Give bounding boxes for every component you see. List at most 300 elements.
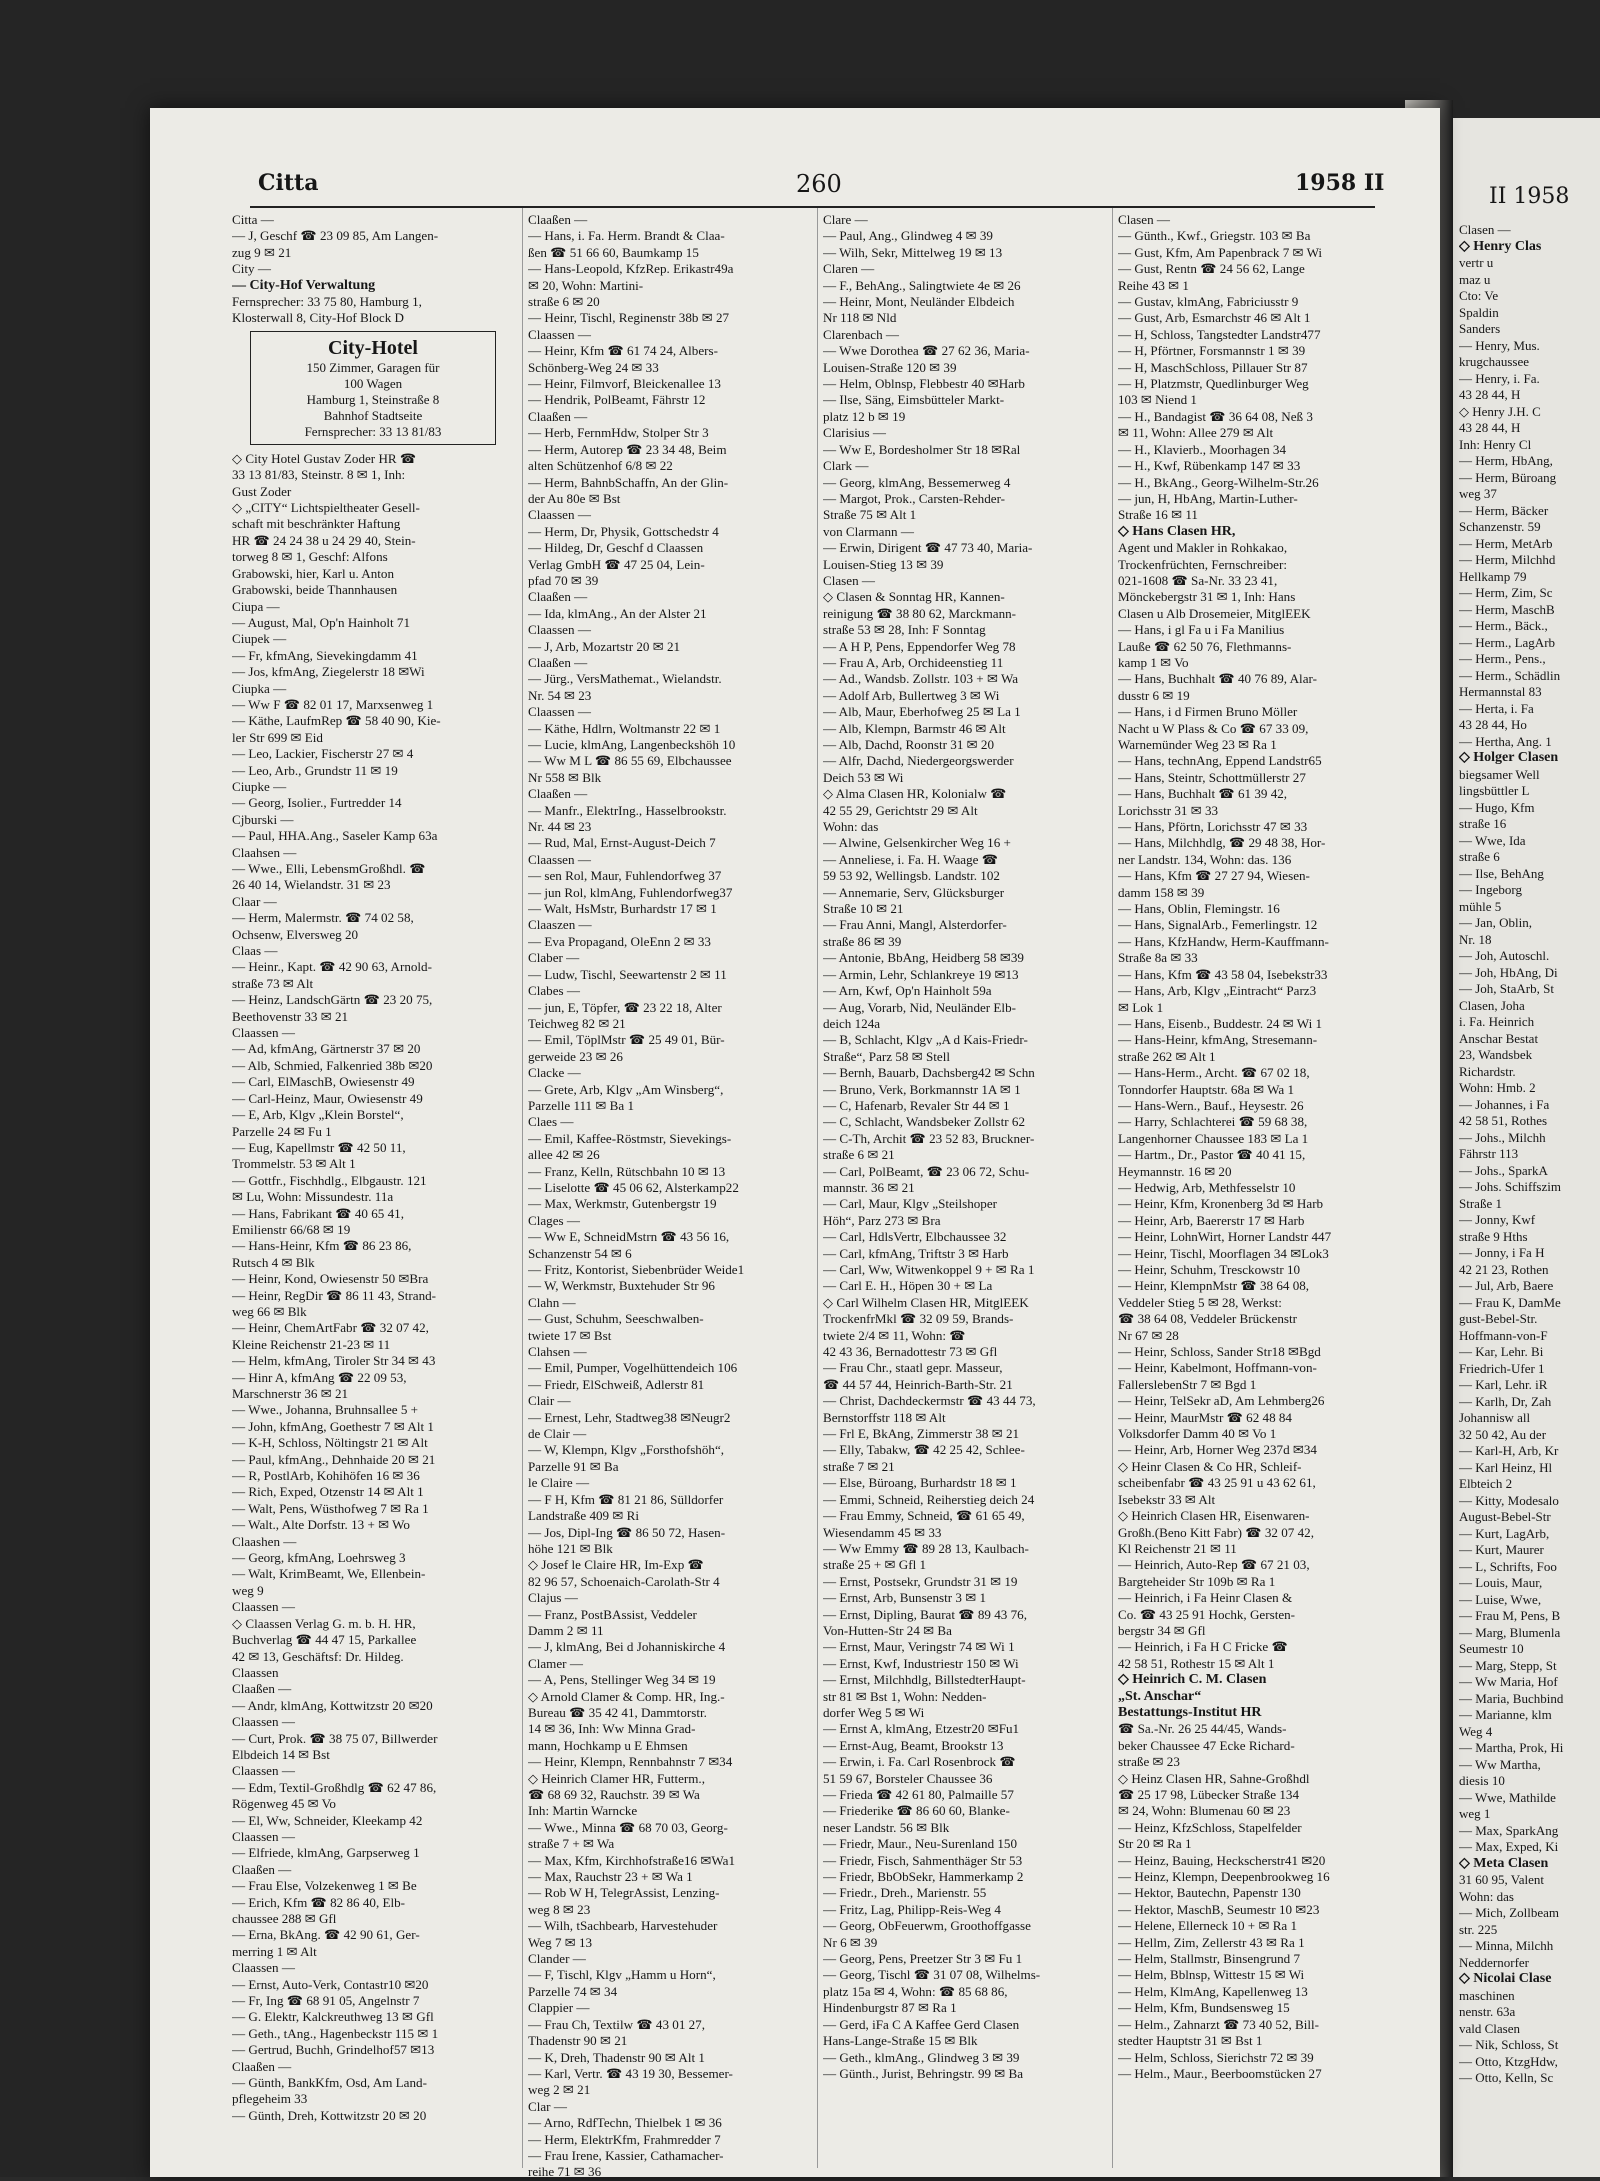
directory-entry-line: — jun, E, Töpfer, ☎ 23 22 18, Alter [528,999,722,1015]
directory-entry-line: — Hans, i. Fa. Herm. Brandt & Claa- [528,228,725,244]
directory-entry-line: ✉ Lu, Wohn: Missundestr. 11a [232,1189,394,1205]
directory-entry-line: — Georg, kfmAng, Loehrsweg 3 [232,1550,406,1566]
directory-entry-line: — John, kfmAng, Goethestr 7 ✉ Alt 1 [232,1418,434,1434]
directory-entry-line: — Jos, Dipl-Ing ☎ 86 50 72, Hasen- [528,1524,726,1540]
facing-page-line: Hermannstal 83 [1459,684,1542,699]
directory-entry-line: weg 66 ✉ Blk [232,1303,307,1319]
directory-entry-line: Bureau ☎ 35 42 41, Dammtorstr. [528,1704,707,1720]
facing-page-line: — Max, Exped, Ki [1459,1839,1559,1854]
directory-entry-line: ✉ 11, Wohn: Allee 279 ✉ Alt [1118,425,1274,441]
directory-entry-line: Nr 67 ✉ 28 [1118,1327,1179,1343]
directory-entry-line: — Hans, Arb, Klgv „Eintracht“ Parz3 [1118,983,1317,999]
directory-entry-line: merring 1 ✉ Alt [232,1943,317,1959]
directory-entry-line: — Hellm, Zim, Zellerstr 43 ✉ Ra 1 [1118,1934,1305,1950]
directory-entry-line: — jun, H, HbAng, Martin-Luther- [1118,490,1298,506]
facing-page-line: August-Bebel-Str [1459,1509,1551,1524]
directory-entry-line: — Friedr, ElSchweiß, Adlerstr 81 [528,1376,705,1392]
facing-page-line: — Jul, Arb, Baere [1459,1278,1554,1293]
directory-entry-line: — Georg, klmAng, Bessemerweg 4 [823,474,1011,490]
directory-entry-line: — Andr, klmAng, Kottwitzstr 20 ✉20 [232,1697,433,1713]
directory-entry-line: — Helm, Kfm, Bundsensweg 15 [1118,2000,1290,2016]
facing-page-line: gust-Bebel-Str. [1459,1311,1538,1326]
directory-entry-line: — Heinrich, i Fa Heinr Clasen & [1118,1590,1293,1606]
directory-entry-line: Clappier — [528,2000,590,2016]
directory-entry-line: Claaßen — [528,408,588,424]
directory-entry-line: — Gerd, iFa C A Kaffee Gerd Clasen [823,2016,1020,2032]
directory-entry-line: — Frau Anni, Mangl, Alsterdorfer- [823,917,1007,933]
directory-entry-line: — Hans-Heinr, kfmAng, Stresemann- [1118,1032,1318,1048]
facing-page-line: Wohn: Hmb. 2 [1459,1080,1536,1095]
directory-entry-line: — Friedr., Dreh., Marienstr. 55 [823,1885,987,1901]
directory-entry-line: Elbdeich 14 ✉ Bst [232,1746,330,1762]
directory-entry-line: — Hans, i d Firmen Bruno Möller [1118,704,1298,720]
facing-page-line: — Ilse, BehAng [1459,865,1544,881]
facing-page-line: Elbteich 2 [1459,1476,1513,1491]
directory-entry-line: — Ernst, Postsekr, Grundstr 31 ✉ 19 [823,1573,1018,1589]
directory-entry-line: HR ☎ 24 24 38 u 24 29 40, Stein- [232,532,416,548]
directory-entry-line: — Heinr, Kfm ☎ 61 74 24, Albers- [528,343,718,359]
directory-entry-line: — Herb, FernmHdw, Stolper Str 3 [528,425,709,441]
facing-page-line: — Herm., Pens., [1459,651,1546,666]
directory-entry-line: Claas — [232,943,278,959]
directory-entry-line: — Geth., tAng., Hagenbeckstr 115 ✉ 1 [232,2025,439,2041]
directory-entry-line: Straße 75 ✉ Alt 1 [823,507,917,523]
directory-entry-line: 26 40 14, Wielandstr. 31 ✉ 23 [232,877,391,893]
directory-column-2 [528,212,816,2181]
directory-entry-line: Ciupka — [232,680,287,696]
directory-entry-line: — Emil, TöplMstr ☎ 25 49 01, Bür- [528,1032,725,1048]
directory-entry-line: — Adolf Arb, Bullertweg 3 ✉ Wi [823,687,1000,703]
directory-entry-line: Ciupke — [232,778,287,794]
directory-entry-line: Co. ☎ 43 25 91 Hochk, Gersten- [1118,1606,1296,1622]
directory-entry-line: — Alfr, Dachd, Niedergeorgswerder [823,753,1014,769]
directory-entry-line: — Hans, Steintr, Schottmüllerstr 27 [1118,769,1306,785]
directory-entry-line: — Helm, Stallmstr, Binsengrund 7 [1118,1951,1301,1967]
directory-entry-line: — B, Schlacht, Klgv „A d Kais-Friedr- [823,1032,1028,1048]
directory-entry-line: Reihe 43 ✉ 1 [1118,277,1189,293]
facing-page-line: — Jonny, Kwf [1459,1212,1536,1227]
directory-entry-line: — August, Mal, Op'n Hainholt 71 [232,614,411,630]
directory-entry-line: dorfer Weg 5 ✉ Wi [823,1704,925,1720]
facing-page-line: — Johs., Milchh [1459,1129,1546,1145]
facing-page-line: — Martha, Prok, Hi [1459,1740,1564,1755]
header-rule [250,206,1375,208]
directory-entry-line: Straße 10 ✉ 21 [823,901,904,917]
facing-page-line: — Henry, Mus. [1459,337,1540,353]
facing-page-line: Inh: Henry Cl [1459,436,1532,452]
directory-entry-line: — Heinr, KlempnMstr ☎ 38 64 08, [1118,1278,1310,1294]
directory-entry-line: ner Landstr. 134, Wohn: das. 136 [1118,851,1292,867]
directory-entry-line: — Paul, kfmAng., Dehnhaide 20 ✉ 21 [232,1451,436,1467]
directory-entry-line: — Ida, klmAng., An der Alster 21 [528,605,707,621]
directory-entry-line: Weg 7 ✉ 13 [528,1934,593,1950]
directory-entry-line: der Au 80e ✉ Bst [528,490,621,506]
directory-entry-line: — Heinr, Tischl, Reginenstr 38b ✉ 27 [528,310,730,326]
directory-entry-line: — Heinr, Kabelmont, Hoffmann-von- [1118,1360,1317,1376]
directory-entry-line: Schönberg-Weg 24 ✉ 33 [528,359,659,375]
directory-entry-line: ◇ Carl Wilhelm Clasen HR, MitglEEK [823,1294,1029,1310]
facing-page-line: 43 28 44, Ho [1459,717,1527,732]
directory-entry-line: — Hektor, MaschB, Seumestr 10 ✉23 [1118,1901,1320,1917]
directory-entry-line: — Rob W H, TelegrAssist, Lenzing- [528,1885,720,1901]
directory-entry-line: deich 124a [823,1015,881,1031]
directory-entry-line: — Emil, Kaffee-Röstmstr, Sievekings- [528,1130,732,1146]
directory-entry-line: — Georg, ObFeuerwm, Groothoffgasse [823,1918,1031,1934]
directory-entry-line: — Leo, Arb., Grundstr 11 ✉ 19 [232,762,398,778]
directory-entry-line: — R, PostlArb, Kohihöfen 16 ✉ 36 [232,1468,420,1484]
directory-entry-line: Claaßen — [528,212,588,227]
directory-entry-line: — A H P, Pens, Eppendorfer Weg 78 [823,638,1016,654]
directory-entry-line: weg 8 ✉ 23 [528,1901,591,1917]
directory-entry-line: 021-1608 ☎ Sa-Nr. 33 23 41, [1118,572,1278,588]
directory-entry-line: Kleine Reichenstr 21-23 ✉ 11 [232,1336,391,1352]
directory-entry-line: Parzelle 111 ✉ Ba 1 [528,1097,634,1113]
facing-page-line: — Johs., SparkA [1459,1162,1548,1178]
directory-entry-line: höhe 121 ✉ Blk [528,1540,613,1556]
directory-entry-line: — Helm, KlmAng, Kapellenweg 13 [1118,1983,1308,1999]
directory-entry-line: Claber — [528,950,580,966]
directory-entry-line: — Alb, Schmied, Falkenried 38b ✉20 [232,1057,433,1073]
facing-page-line: — Frau K, DamMe [1459,1294,1561,1310]
directory-entry-line: Claassen — [528,622,591,638]
directory-entry-line: Claassen — [232,1828,295,1844]
directory-entry-line: Claassen [232,1664,279,1680]
facing-page-line: — Ww Martha, [1459,1756,1541,1772]
directory-entry-line: — C-Th, Archit ☎ 23 52 83, Bruckner- [823,1130,1035,1146]
directory-entry-line: — Gust, Kfm, Am Papenbrack 7 ✉ Wi [1118,244,1323,260]
directory-entry-line: 42 43 36, Bernadottestr 73 ✉ Gfl [823,1344,998,1360]
facing-page-line: — Marg, Blumenla [1459,1624,1561,1640]
facing-page-line: str. 225 [1459,1921,1498,1937]
directory-entry-line: ✉ Lok 1 [1118,999,1164,1015]
directory-entry-line: ◇ Heinrich C. M. Clasen [1118,1672,1267,1688]
directory-entry-line: — Max, Kfm, Kirchhofstraße16 ✉Wa1 [528,1852,735,1868]
directory-entry-line: weg 9 [232,1582,264,1598]
directory-entry-line: 42 ✉ 13, Geschäftsf: Dr. Hildeg. [232,1648,404,1664]
directory-entry-line: damm 158 ✉ 39 [1118,884,1205,900]
directory-entry-line: — Erwin, i. Fa. Carl Rosenbrock ☎ [823,1754,1016,1770]
directory-entry-line: ☎ 38 64 08, Veddeler Brückenstr [1118,1311,1297,1327]
facing-page-line: — Herm, HbAng, [1459,453,1553,468]
directory-entry-line: — Eva Propagand, OleEnn 2 ✉ 33 [528,933,711,949]
facing-page-line: — Marianne, klm [1459,1707,1552,1722]
column-divider [522,208,523,2168]
directory-entry-line: — H, Platzmstr, Quedlinburger Weg [1118,376,1309,392]
directory-entry-line: Bestattungs-Institut HR [1118,1704,1262,1720]
directory-entry-line: — Anneliese, i. Fa. H. Waage ☎ [823,851,999,867]
directory-entry-line: — Hans, technAng, Eppend Landstr65 [1118,753,1322,769]
directory-entry-line: ✉ 24, Wohn: Blumenau 60 ✉ 23 [1118,1803,1291,1819]
facing-page-line: — Jonny, i Fa H [1459,1245,1545,1260]
directory-entry-line: — Fr, Ing ☎ 68 91 05, Angelnstr 7 [232,1993,420,2009]
directory-entry-line: Emilienstr 66/68 ✉ 19 [232,1221,351,1237]
directory-entry-line: Lorichsstr 31 ✉ 33 [1118,802,1219,818]
facing-page-line: Cto: Ve [1459,288,1499,303]
directory-entry-line: Damm 2 ✉ 11 [528,1622,604,1638]
directory-entry-line: — Hedwig, Arb, Methfesselstr 10 [1118,1179,1296,1195]
directory-entry-line: — Friedr, Fisch, Sahmenthäger Str 53 [823,1852,1023,1868]
directory-entry-line: — Helm, Schloss, Sierichstr 72 ✉ 39 [1118,2049,1314,2065]
directory-entry-line: — Heinr, Arb, Baererstr 17 ✉ Harb [1118,1212,1305,1228]
directory-entry-line: Nr. 44 ✉ 23 [528,819,592,835]
facing-page-line: — Kurt, LagArb, [1459,1525,1550,1541]
directory-entry-line: Rögenweg 45 ✉ Vo [232,1796,336,1812]
directory-entry-line: — Max, Rauchstr 23 + ✉ Wa 1 [528,1869,693,1885]
facing-page-line: — Karl, Lehr. iR [1459,1377,1548,1392]
directory-entry-line: Claahsen — [232,844,297,860]
facing-page-line: — Henry, i. Fa. [1459,370,1540,386]
facing-page-line: Sanders [1459,321,1501,336]
directory-entry-line: Straße 8a ✉ 33 [1118,950,1198,966]
directory-entry-line: — Frieda ☎ 42 61 80, Palmaille 57 [823,1787,1014,1802]
facing-page-line: Weg 4 [1459,1723,1493,1739]
directory-entry-line: zug 9 ✉ 21 [232,244,292,260]
directory-entry-line: — Helene, Ellerneck 10 + ✉ Ra 1 [1118,1918,1298,1934]
directory-entry-line: — Christ, Dachdeckermstr ☎ 43 44 73, [823,1393,1036,1409]
directory-entry-line: Ciupek — [232,631,287,647]
directory-entry-line: — J, Geschf ☎ 23 09 85, Am Langen- [232,228,439,244]
directory-entry-line: — Margot, Prok., Carsten-Rehder- [823,490,1006,506]
directory-entry-line: Cjburski — [232,811,294,827]
directory-entry-line: Grabowski, hier, Karl u. Anton [232,565,395,581]
directory-entry-line: — Hans, Milchhdlg, ☎ 29 48 38, Hor- [1118,835,1326,851]
facing-page-line: krugchaussee [1459,354,1530,369]
directory-entry-line: — Carl, PolBeamt, ☎ 23 06 72, Schu- [823,1163,1030,1179]
directory-entry-line: — Lucie, klmAng, Langenbeckshöh 10 [528,737,736,752]
directory-entry-line: — Käthe, Hdlrn, Woltmanstr 22 ✉ 1 [528,720,721,736]
directory-entry-line: schaft mit beschränkter Haftung [232,516,401,532]
directory-entry-line: Parzelle 74 ✉ 34 [528,1983,618,1999]
directory-entry-line: — Georg, Tischl ☎ 31 07 08, Wilhelms- [823,1967,1041,1983]
facing-page-line: — Mich, Zollbeam [1459,1905,1560,1920]
directory-entry-line: — Wwe Dorothea ☎ 27 62 36, Maria- [823,343,1030,359]
facing-page-line: straße 16 [1459,816,1507,831]
facing-page-line: Wohn: das [1459,1888,1514,1904]
directory-entry-line: Clair — [528,1393,571,1409]
facing-page-line: — Otto, KtzgHdw, [1459,2053,1558,2069]
ad-line: 100 Wagen [343,375,403,391]
directory-entry-line: alten Schützenhof 6/8 ✉ 22 [528,458,673,474]
facing-page-line: ◇ Henry J.H. C [1459,403,1541,419]
facing-page-column [1459,222,1600,2087]
directory-entry-line: ☎ 68 69 32, Rauchstr. 39 ✉ Wa [528,1787,700,1802]
directory-entry-line: — Heinrich, Auto-Rep ☎ 67 21 03, [1118,1557,1310,1573]
directory-entry-line: — Heinr, Schloss, Sander Str18 ✉Bgd [1118,1344,1321,1360]
directory-entry-line: ◇ Heinr Clasen & Co HR, Schleif- [1118,1458,1302,1474]
directory-entry-line: — Herm, Dr, Physik, Gottschedstr 4 [528,523,719,539]
directory-entry-line: — Frl E, BkAng, Zimmerstr 38 ✉ 21 [823,1426,1020,1442]
directory-entry-line: Wohn: das [823,819,879,835]
running-head-right: 1958 II [1295,170,1385,196]
facing-page-line: — Herm., Bäck., [1459,618,1548,633]
directory-entry-line: Str 20 ✉ Ra 1 [1118,1836,1192,1852]
directory-entry-line: — Helm., Zahnarzt ☎ 73 40 52, Bill- [1118,2016,1320,2032]
directory-entry-line: 103 ✉ Niend 1 [1118,392,1197,408]
directory-entry-line: — Ernst-Aug, Beamt, Brookstr 13 [823,1737,1004,1753]
directory-entry-line: ◇ Clasen & Sonntag HR, Kannen- [823,589,1005,605]
directory-entry-line: Nr 118 ✉ Nld [823,310,897,326]
directory-entry-line: — Ww Emmy ☎ 89 28 13, Kaulbach- [823,1540,1029,1556]
directory-entry-line: str 81 ✉ Bst 1, Wohn: Nedden- [823,1688,987,1704]
directory-entry-line: Straße 16 ✉ 11 [1118,507,1198,523]
directory-entry-line: — H, Pförtner, Forsmannstr 1 ✉ 39 [1118,343,1306,359]
directory-entry-line: — Annemarie, Serv, Glücksburger [823,884,1005,900]
directory-entry-line: Clasen u Alb Drosemeier, MitglEEK [1118,605,1311,621]
facing-page-line: — Kurt, Maurer [1459,1542,1544,1557]
directory-entry-line: Clages — [528,1212,581,1228]
page-number: 260 [796,170,842,198]
directory-entry-line: Lauße ☎ 62 50 76, Flethmanns- [1118,638,1292,654]
directory-entry-line: — Heinr, Schuhm, Tresckowstr 10 [1118,1262,1301,1277]
directory-entry-line: straße 53 ✉ 28, Inh: F Sonntag [823,622,986,638]
directory-entry-line: — Heinz, Klempn, Deepenbrookweg 16 [1118,1869,1330,1885]
facing-page-line: lingsbüttler L [1459,783,1530,798]
directory-entry-line: — Ernst A, klmAng, Etzestr20 ✉Fu1 [823,1721,1020,1737]
directory-entry-line: 42 58 51, Rothestr 15 ✉ Alt 1 [1118,1655,1275,1671]
directory-entry-line: — Hans, Kfm ☎ 43 58 04, Isebekstr33 [1118,966,1328,982]
directory-entry-line: — F H, Kfm ☎ 81 21 86, Sülldorfer [528,1491,724,1507]
directory-entry-line: — Erna, BkAng. ☎ 42 90 61, Ger- [232,1927,420,1943]
directory-entry-line: — Frau Emmy, Schneid, ☎ 61 65 49, [823,1508,1025,1524]
directory-entry-line: — Hans-Wern., Bauf., Heysestr. 26 [1118,1097,1304,1113]
directory-entry-line: Claren — [823,261,875,277]
directory-entry-line: — Wwe., Johanna, Bruhnsallee 5 + [232,1402,419,1418]
directory-entry-line: scheibenfabr ☎ 43 25 91 u 43 62 61, [1118,1475,1316,1491]
directory-entry-line: — Ludw, Tischl, Seewartenstr 2 ✉ 11 [528,966,727,982]
directory-entry-line: stedter Hauptstr 31 ✉ Bst 1 [1118,2033,1263,2049]
directory-entry-line: — Helm, Bblnsp, Wittestr 15 ✉ Wi [1118,1967,1305,1983]
directory-entry-line: — Emmi, Schneid, Reiherstieg deich 24 [823,1491,1035,1507]
directory-entry-line: — Walt, KrimBeamt, We, Ellenbein- [232,1566,426,1582]
facing-page-line: biegsamer Well [1459,766,1540,782]
facing-page-line: — Jan, Oblin, [1459,915,1532,930]
directory-entry-line: Claar — [232,893,277,909]
directory-entry-line: 51 59 67, Borsteler Chaussee 36 [823,1770,993,1786]
directory-entry-line: Claassen — [528,507,591,523]
directory-entry-line: Inh: Martin Warncke [528,1803,638,1819]
directory-entry-line: Deich 53 ✉ Wi [823,769,904,785]
facing-page-line: — Nik, Schloss, St [1459,2037,1559,2052]
facing-page-line: vertr u [1459,255,1494,270]
directory-entry-line: — Erwin, Dirigent ☎ 47 73 40, Maria- [823,540,1033,556]
facing-page-line: maschinen [1459,1987,1515,2003]
facing-page-line: — Luise, Wwe, [1459,1591,1542,1607]
directory-entry-line: — Jos, kfmAng, Ziegelerstr 18 ✉Wi [232,664,425,680]
directory-entry-line: — H, MaschSchloss, Pillauer Str 87 [1118,359,1308,375]
directory-entry-line: — Günth, Dreh, Kottwitzstr 20 ✉ 20 [232,2107,427,2123]
directory-entry-line: — Wilh, tSachbearb, Harvestehuder [528,1918,718,1934]
directory-entry-line: ◇ Claassen Verlag G. m. b. H. HR, [232,1615,416,1631]
directory-entry-line: — jun Rol, klmAng, Fuhlendorfweg37 [528,884,733,900]
directory-entry-line: straße 86 ✉ 39 [823,933,902,949]
directory-entry-line: — Franz, Kelln, Rütschbahn 10 ✉ 13 [528,1163,726,1179]
directory-entry-line: — Liselotte ☎ 45 06 62, Alsterkamp22 [528,1179,739,1195]
directory-entry-line: FallerslebenStr 7 ✉ Bgd 1 [1118,1376,1257,1392]
running-head-left: Citta [258,170,319,196]
facing-page-line: — Wwe, Ida [1459,832,1526,848]
facing-page-line: — Joh, HbAng, Di [1459,964,1558,980]
facing-page-line: Hoffmann-von-F [1459,1327,1548,1343]
directory-entry-line: 82 96 57, Schoenaich-Carolath-Str 4 [528,1573,720,1589]
directory-column-4 [1118,212,1406,2082]
directory-entry-line: — Rud, Mal, Ernst-August-Deich 7 [528,835,716,851]
directory-entry-line: — Alb, Dachd, Roonstr 31 ✉ 20 [823,737,994,752]
directory-entry-line: Claassen — [528,704,591,720]
directory-entry-line: Claaßen — [232,1861,292,1877]
directory-entry-line: — Günth., Kwf., Griegstr. 103 ✉ Ba [1118,228,1311,244]
facing-page-line: Friedrich-Ufer 1 [1459,1360,1545,1376]
directory-entry-line: — Friederike ☎ 86 60 60, Blanke- [823,1803,1010,1819]
directory-entry-line: platz 15a ✉ 4, Wohn: ☎ 85 68 86, [823,1983,1008,1999]
directory-entry-line: — Ernst, Arb, Bunsenstr 3 ✉ 1 [823,1590,987,1606]
directory-entry-line: — Heinr, TelSekr aD, Am Lehmberg26 [1118,1393,1325,1409]
directory-entry-line: ◇ Alma Clasen HR, Kolonialw ☎ [823,786,1007,802]
facing-page-line: — Herta, i. Fa [1459,700,1534,716]
directory-entry-line: straße 7 ✉ 21 [823,1458,895,1474]
directory-entry-line: — Helm, Oblnsp, Flebbestr 40 ✉Harb [823,376,1025,392]
directory-entry-line: ◇ City Hotel Gustav Zoder HR ☎ [232,450,417,466]
directory-entry-line: straße 73 ✉ Alt [232,975,314,991]
directory-entry-line: von Clarmann — [823,523,914,539]
directory-entry-line: — Elfriede, klmAng, Garpserweg 1 [232,1845,420,1861]
directory-entry-line: Clahn — [528,1294,576,1310]
facing-page-line: — Herm, Bäcker [1459,502,1549,518]
facing-page-line: 43 28 44, H [1459,420,1521,435]
directory-entry-line: Claassen — [232,1960,295,1976]
facing-page-line: — Minna, Milchh [1459,1938,1554,1953]
directory-entry-line: — Paul, Ang., Glindweg 4 ✉ 39 [823,228,993,244]
directory-entry-line: — Hans, Oblin, Flemingstr. 16 [1118,901,1280,917]
facing-page-line: — Max, SparkAng [1459,1822,1559,1838]
directory-entry-line: — K-H, Schloss, Nöltingstr 21 ✉ Alt [232,1435,428,1451]
facing-page-line: mühle 5 [1459,898,1502,914]
directory-entry-line: — Fritz, Lag, Philipp-Reis-Weg 4 [823,1901,1001,1917]
directory-entry-line: — Curt, Prok. ☎ 38 75 07, Billwerder [232,1730,438,1746]
directory-entry-line: — J, Arb, Mozartstr 20 ✉ 21 [528,638,681,654]
directory-entry-line: Teichweg 82 ✉ 21 [528,1015,626,1031]
directory-entry-line: Nr. 54 ✉ 23 [528,687,592,703]
directory-entry-line: — Ww E, Bordesholmer Str 18 ✉Ral [823,441,1021,457]
facing-page-line: — Ingeborg [1459,882,1522,897]
directory-entry-line: Großh.(Beno Kitt Fabr) ☎ 32 07 42, [1118,1524,1314,1540]
directory-entry-line: Kl Reichenstr 21 ✉ 11 [1118,1540,1237,1556]
directory-entry-line: Parzelle 91 ✉ Ba [528,1458,619,1474]
directory-entry-line: — Hans, SignalArb., Femerlingstr. 12 [1118,917,1318,933]
directory-entry-line: twiete 2/4 ✉ 11, Wohn: ☎ [823,1327,966,1343]
directory-entry-line: Agent und Makler in Rohkakao, [1118,540,1288,556]
facing-page-line: 23, Wandsbek [1459,1047,1533,1062]
directory-entry-line: Claaßen — [232,2058,292,2074]
directory-entry-line: reihe 71 ✉ 36 [528,2164,602,2180]
directory-entry-line: straße 7 + ✉ Wa [528,1836,615,1852]
directory-entry-line: — Hildeg, Dr, Geschf d Claassen [528,540,704,556]
directory-entry-line: ◇ Heinrich Clamer HR, Futterm., [528,1770,705,1786]
directory-entry-line: Grabowski, beide Thannhausen [232,582,398,598]
directory-entry-line: bergstr 34 ✉ Gfl [1118,1622,1206,1638]
directory-entry-line: — Franz, PostBAssist, Veddeler [528,1606,697,1622]
directory-entry-line: — Heinr, Kfm, Kronenberg 3d ✉ Harb [1118,1196,1324,1212]
directory-entry-line: — Frau Irene, Kassier, Cathamacher- [528,2147,724,2163]
directory-entry-line: allee 42 ✉ 26 [528,1147,600,1163]
facing-page-line: — Herm, Büroang [1459,469,1557,485]
directory-entry-line: ✉ 20, Wohn: Martini- [528,277,644,293]
directory-entry-line: kamp 1 ✉ Vo [1118,654,1189,670]
facing-page-line: weg 37 [1459,486,1497,501]
directory-entry-line: Claaßen — [528,654,588,670]
facing-page-line: — Otto, Kelln, Sc [1459,2070,1554,2085]
directory-entry-line: — Ernst, Kwf, Industriestr 150 ✉ Wi [823,1655,1019,1671]
facing-page-line: Fährstr 113 [1459,1146,1519,1161]
